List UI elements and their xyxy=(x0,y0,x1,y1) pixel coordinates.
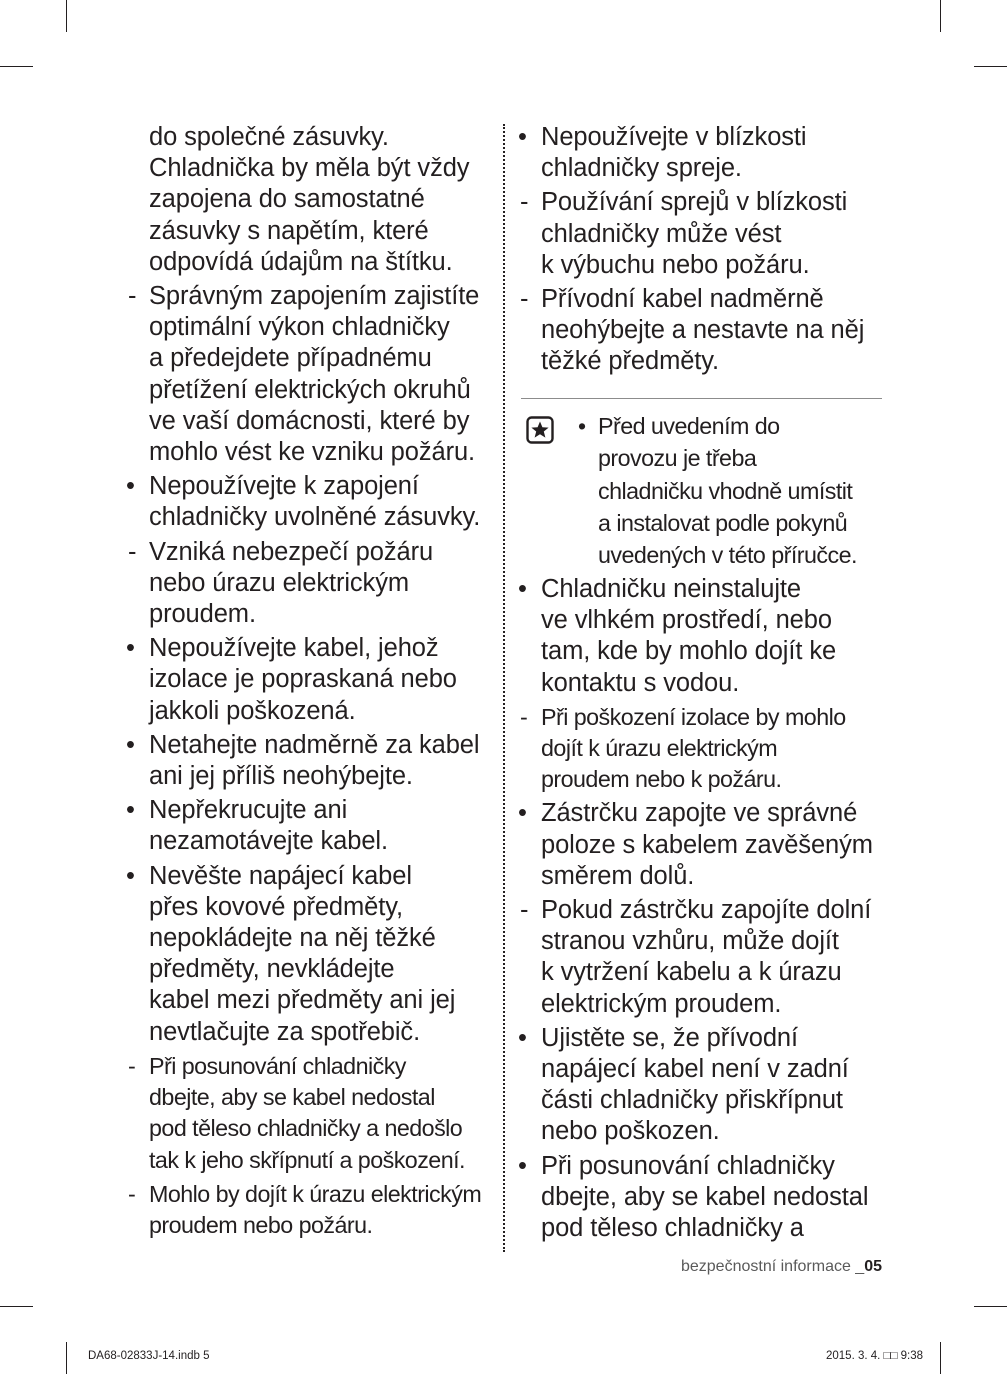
text-line: poloze s kabelem zavěšeným xyxy=(541,830,873,859)
text-line: pod těleso chladničky a xyxy=(541,1214,804,1243)
bullet-marker: • xyxy=(518,123,527,151)
text-line: nebo poškozen. xyxy=(541,1117,720,1146)
bullet-marker: • xyxy=(126,730,135,759)
crop-mark xyxy=(940,1342,941,1374)
text-line: ani jej příliš neohýbejte. xyxy=(149,762,413,791)
text-line: nezamotávejte kabel. xyxy=(149,827,388,856)
dash-subitem xyxy=(120,1179,498,1241)
bullet-marker: • xyxy=(518,1151,527,1180)
bullet-marker: • xyxy=(126,796,135,825)
text-line: Nepřekrucujte ani xyxy=(149,796,348,825)
text-line: Používání sprejů v blízkosti xyxy=(541,188,848,217)
continued-text xyxy=(120,122,498,278)
note-separator-rule xyxy=(521,398,882,399)
crop-mark xyxy=(940,0,941,32)
text-line: Přívodní kabel nadměrně xyxy=(541,285,824,314)
bullet-marker: • xyxy=(126,861,135,890)
dash-subitem xyxy=(512,895,886,1020)
bullet-item xyxy=(120,633,498,727)
bullet-marker: • xyxy=(518,575,527,603)
text-line: zapojena do samostatné xyxy=(149,185,425,214)
text-line: přetížení elektrických okruhů xyxy=(149,375,471,404)
text-line: Pokud zástrčku zapojíte dolní xyxy=(541,896,872,925)
text-line: Mohlo by dojít k úrazu elektrickým xyxy=(149,1180,482,1207)
text-line: dbejte, aby se kabel nedostal xyxy=(149,1084,435,1111)
text-line: Chladničku neinstalujte xyxy=(541,575,801,603)
bullet-item xyxy=(120,730,498,792)
text-line: části chladničky přiskřípnut xyxy=(541,1086,843,1115)
note-line: chladničku vhodně umístit xyxy=(598,477,853,504)
text-line: chladničky spreje. xyxy=(541,154,742,183)
text-line: Nepoužívejte kabel, jehož xyxy=(149,634,439,663)
crop-mark xyxy=(66,0,67,32)
text-line: proudem. xyxy=(149,600,256,629)
text-line: chladničky může vést xyxy=(541,219,782,248)
text-line: tam, kde by mohlo dojít ke xyxy=(541,637,837,666)
text-line: jakkoli poškozená. xyxy=(149,696,356,725)
right-column-bottom xyxy=(512,574,886,1247)
text-line: odpovídá údajům na štítku. xyxy=(149,247,453,276)
text-line: Chladnička by měla být vždy xyxy=(149,154,470,183)
crop-mark xyxy=(66,1342,67,1374)
dash-marker: - xyxy=(128,1052,136,1079)
text-line: Vzniká nebezpečí požáru xyxy=(149,537,434,566)
text-line: dojít k úrazu elektrickým xyxy=(541,735,778,762)
text-line: nebo úrazu elektrickým xyxy=(149,568,409,597)
text-line: směrem dolů. xyxy=(541,861,695,890)
text-line: Při posunování chladničky xyxy=(541,1151,835,1180)
text-line: těžké předměty. xyxy=(541,347,720,376)
text-line: ve vlhkém prostředí, nebo xyxy=(541,606,832,635)
text-line: přes kovové předměty, xyxy=(149,892,403,921)
dash-marker: - xyxy=(128,537,137,566)
text-line: nepokládejte na něj těžké xyxy=(149,924,436,953)
dash-subitem xyxy=(512,187,886,281)
bullet-item xyxy=(512,574,886,699)
text-line: kontaktu s vodou. xyxy=(541,668,740,697)
dash-subitem xyxy=(120,1051,498,1176)
bullet-item xyxy=(512,1023,886,1148)
dash-marker: - xyxy=(520,285,529,314)
print-slug-date: 2015. 3. 4. □□ 9:38 xyxy=(825,1350,923,1362)
text-line: chladničky uvolněné zásuvky. xyxy=(149,503,481,532)
dash-marker: - xyxy=(520,896,529,925)
dash-subitem xyxy=(512,702,886,796)
text-line: dbejte, aby se kabel nedostal xyxy=(541,1182,869,1211)
text-line: ve vaší domácnosti, které by xyxy=(149,406,470,435)
note-line: provozu je třeba xyxy=(598,445,757,472)
text-line: nevtlačujte za spotřebič. xyxy=(149,1017,421,1046)
text-line: stranou vzhůru, může dojít xyxy=(541,927,839,956)
text-line: napájecí kabel není v zadní xyxy=(541,1055,849,1084)
text-line: Ujistěte se, že přívodní xyxy=(541,1023,798,1052)
dash-marker: - xyxy=(520,703,528,730)
dash-subitem xyxy=(120,281,498,468)
dash-subitem xyxy=(512,284,886,378)
bullet-item xyxy=(120,795,498,857)
left-column xyxy=(120,122,498,1244)
text-line: kabel mezi předměty ani jej xyxy=(149,986,456,1015)
bullet-marker: • xyxy=(126,472,135,501)
text-line: proudem nebo požáru. xyxy=(149,1211,373,1238)
right-column-top xyxy=(512,122,886,381)
bullet-item xyxy=(120,861,498,1048)
bullet-item xyxy=(512,122,886,184)
bullet-marker: • xyxy=(126,634,135,663)
bullet-marker: • xyxy=(518,1023,527,1052)
bullet-item xyxy=(512,798,886,892)
text-line: Netahejte nadměrně za kabel xyxy=(149,730,480,759)
dash-marker: - xyxy=(128,1180,136,1207)
column-divider xyxy=(503,124,505,1252)
bullet-marker: • xyxy=(518,799,527,828)
bullet-item xyxy=(512,1151,886,1245)
text-line: Nepoužívejte v blízkosti xyxy=(541,123,807,151)
text-line: a předejdete případnému xyxy=(149,344,432,373)
text-line: k výbuchu nebo požáru. xyxy=(541,250,810,279)
text-line: tak k jeho skřípnutí a poškození. xyxy=(149,1146,465,1173)
dash-subitem xyxy=(120,537,498,631)
note-line: Před uvedením do xyxy=(598,413,780,439)
crop-mark xyxy=(0,1306,33,1307)
text-line: Při posunování chladničky xyxy=(149,1052,406,1079)
note-line: uvedených v této příručce. xyxy=(598,542,857,569)
text-line: elektrickým proudem. xyxy=(541,989,782,1018)
text-line: proudem nebo k požáru. xyxy=(541,766,782,793)
text-line: pod těleso chladničky a nedošlo xyxy=(149,1115,463,1142)
text-line: Nevěšte napájecí kabel xyxy=(149,861,412,890)
text-line: Zástrčku zapojte ve správné xyxy=(541,799,858,828)
text-line: neohýbejte a nestavte na něj xyxy=(541,316,865,345)
text-line: zásuvky s napětím, které xyxy=(149,216,429,245)
crop-mark xyxy=(974,1306,1007,1307)
text-line: mohlo vést ke vzniku požáru. xyxy=(149,438,476,467)
note-line: a instalovat podle pokynů xyxy=(598,509,848,536)
bullet-item xyxy=(120,471,498,533)
text-line: k vytržení kabelu a k úrazu xyxy=(541,958,842,987)
crop-mark xyxy=(0,66,33,67)
footer-section: bezpečnostní informace _ xyxy=(680,1258,865,1275)
text-line: Při poškození izolace by mohlo xyxy=(541,703,846,730)
crop-mark xyxy=(974,66,1007,67)
text-line: předměty, nevkládejte xyxy=(149,955,395,984)
text-line: izolace je popraskaná nebo xyxy=(149,665,457,694)
text-line: Nepoužívejte k zapojení xyxy=(149,472,419,501)
text-line: optimální výkon chladničky xyxy=(149,313,450,342)
star-note-icon xyxy=(526,416,554,444)
page-number: 05 xyxy=(864,1258,882,1275)
print-slug-file: DA68-02833J-14.indb 5 xyxy=(88,1350,210,1362)
dash-marker: - xyxy=(520,188,529,217)
dash-marker: - xyxy=(128,282,137,311)
page-footer xyxy=(681,1258,882,1276)
text-line: do společné zásuvky. xyxy=(149,123,389,151)
note-bullet: • xyxy=(578,413,587,439)
note-text xyxy=(598,410,890,571)
text-line: Správným zapojením zajistíte xyxy=(149,282,480,311)
